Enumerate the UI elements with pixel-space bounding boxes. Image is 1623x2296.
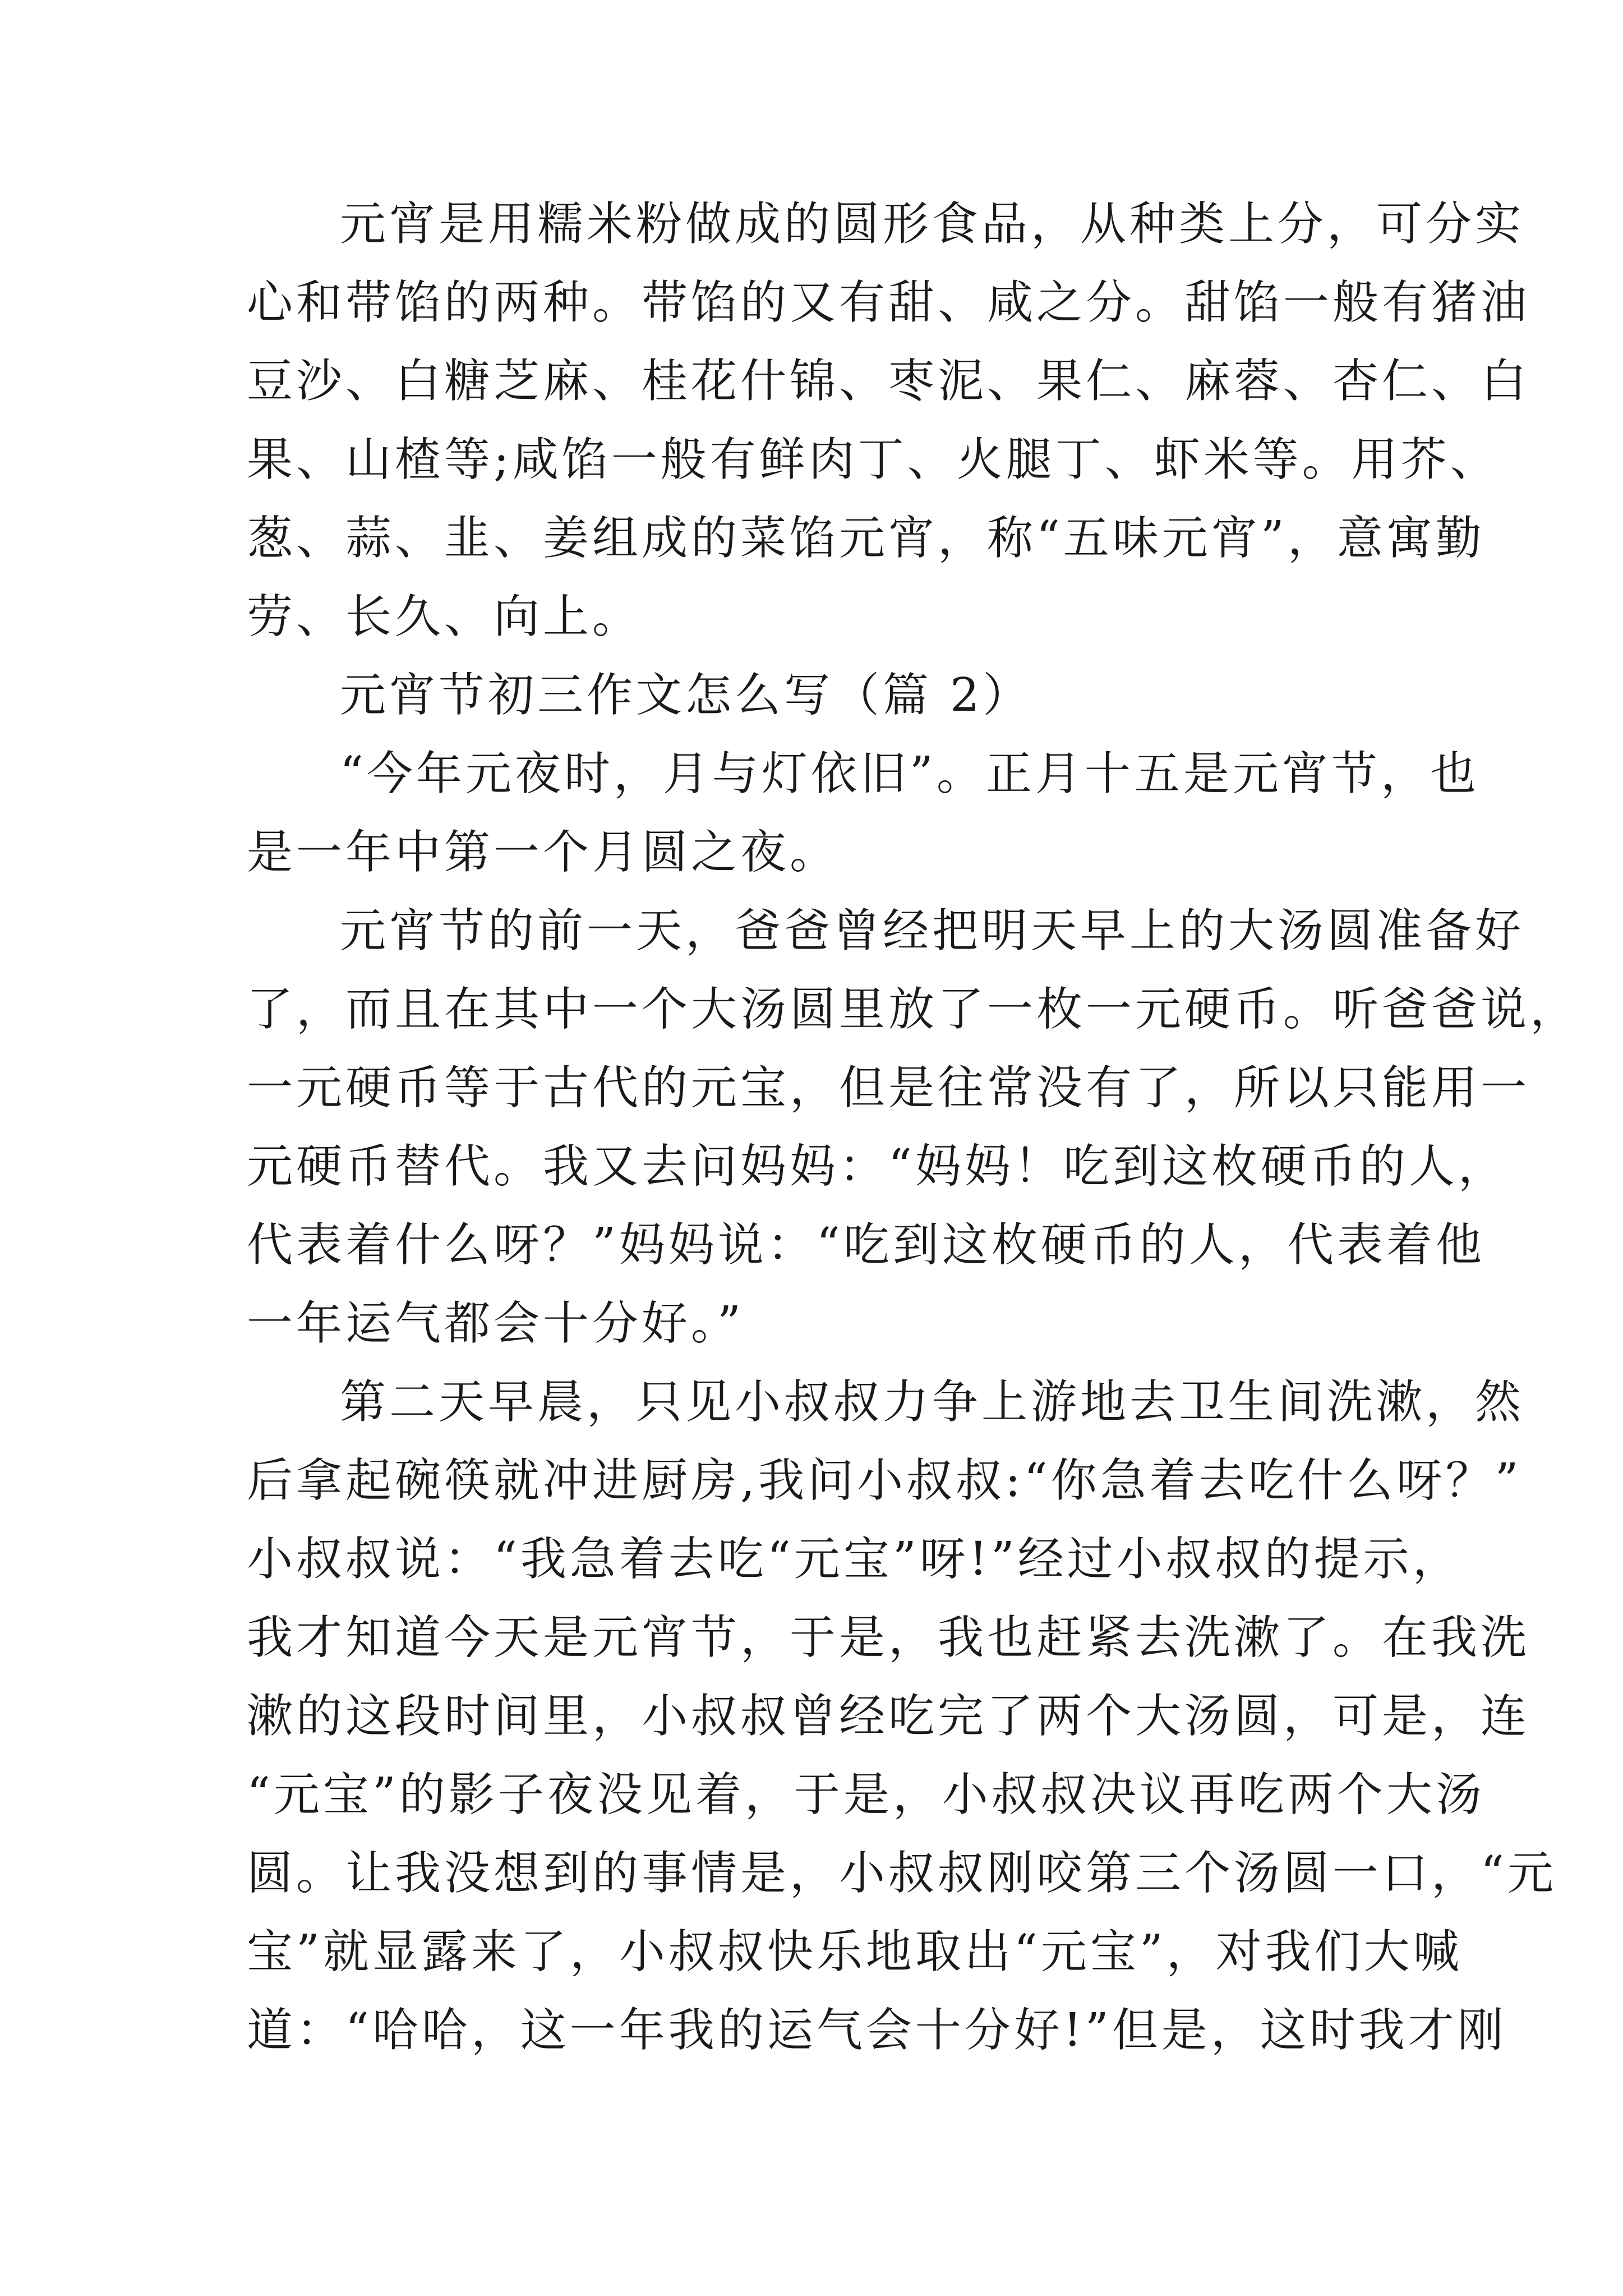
- paragraph-line: 道：“哈哈，这一年我的运气会十分好!”但是，这时我才刚: [247, 2004, 1507, 2057]
- paragraph-line: 我才知道今天是元宵节，于是，我也赶紧去洗漱了。在我洗: [247, 1611, 1530, 1664]
- paragraph-line: 是一年中第一个月圆之夜。: [247, 826, 840, 879]
- paragraph-first-line: 元宵节的前一天，爸爸曾经把明天早上的大汤圆准备好: [340, 904, 1525, 958]
- paragraph-line: 宝”就显露来了，小叔叔快乐地取出“元宝”，对我们大喊: [247, 1925, 1463, 1978]
- paragraph-line: 豆沙、白糖芝麻、桂花什锦、枣泥、果仁、麻蓉、杏仁、白: [247, 355, 1530, 408]
- paragraph-first-line: 第二天早晨，只见小叔叔力争上游地去卫生间洗漱，然: [340, 1375, 1525, 1429]
- paragraph-line: 心和带馅的两种。带馅的又有甜、咸之分。甜馅一般有猪油: [247, 276, 1530, 329]
- paragraph-first-line: 元宵节初三作文怎么写（篇 2）: [340, 669, 1032, 722]
- paragraph-first-line: “今年元夜时，月与灯依旧”。正月十五是元宵节，也: [340, 747, 1479, 800]
- paragraph-line: 了，而且在其中一个大汤圆里放了一枚一元硬币。听爸爸说，: [247, 983, 1580, 1036]
- paragraph-line: 葱、蒜、韭、姜组成的菜馅元宵，称“五味元宵”，意寓勤: [247, 512, 1485, 565]
- paragraph-line: 果、山楂等;咸馅一般有鲜肉丁、火腿丁、虾米等。用芥、: [247, 433, 1500, 486]
- paragraph-line: 漱的这段时间里，小叔叔曾经吃完了两个大汤圆，可是，连: [247, 1690, 1530, 1743]
- paragraph-line: 圆。让我没想到的事情是，小叔叔刚咬第三个汤圆一口，“元: [247, 1847, 1557, 1900]
- paragraph-line: 小叔叔说：“我急着去吃“元宝”呀!”经过小叔叔的提示，: [247, 1533, 1462, 1586]
- paragraph-line: 代表着什么呀？”妈妈说：“吃到这枚硬币的人，代表着他: [247, 1218, 1485, 1272]
- paragraph-line: 一年运气都会十分好。”: [247, 1297, 744, 1350]
- body-text: [247, 185, 1580, 2070]
- paragraph-line: “元宝”的影子夜没见着，于是，小叔叔决议再吃两个大汤: [247, 1768, 1485, 1821]
- paragraph-first-line: 元宵是用糯米粉做成的圆形食品，从种类上分，可分实: [340, 197, 1525, 251]
- paragraph-line: 元硬币替代。我又去问妈妈：“妈妈！吃到这枚硬币的人，: [247, 1140, 1507, 1193]
- paragraph-line: 后拿起碗筷就冲进厨房,我问小叔叔:“你急着去吃什么呀？”: [247, 1454, 1522, 1507]
- paragraph-line: 一元硬币等于古代的元宝，但是往常没有了，所以只能用一: [247, 1061, 1530, 1115]
- paragraph-line: 劳、长久、向上。: [247, 590, 642, 643]
